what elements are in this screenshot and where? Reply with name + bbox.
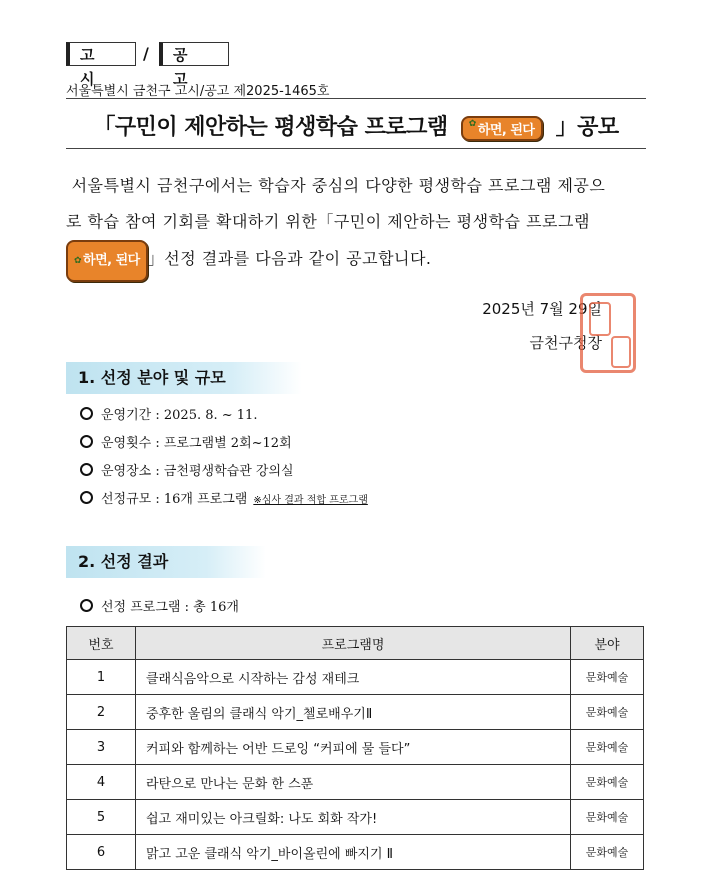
intro-paragraph [66,168,644,282]
top-divider [66,98,646,99]
program-field: 문화예술 [571,800,644,835]
program-name: 쉽고 재미있는 아크릴화: 나도 회화 작가! [136,800,571,835]
section-heading: 2. 선정 결과 [66,546,266,578]
program-field: 문화예술 [571,765,644,800]
program-name: 커피와 함께하는 어반 드로잉 “커피에 물 들다” [136,730,571,765]
column-header-program: 프로그램명 [136,627,571,660]
program-name: 맑고 고운 클래식 악기_바이올린에 빠지기 Ⅱ [136,835,571,870]
list-item: 운영장소 : 금천평생학습관 강의실 [80,458,368,486]
circle-bullet-icon [80,435,93,448]
table-row [67,730,644,765]
section-heading: 1. 선정 분야 및 규모 [66,362,302,394]
circle-bullet-icon [80,407,93,420]
table-header-row [67,627,644,660]
overview-list [80,402,368,514]
intro-line: 로 학습 참여 기회를 확대하기 위한「구민이 제안하는 평생학습 프로그램 [66,212,590,231]
selected-count: 선정 프로그램 : 총 16개 [80,596,239,615]
table-row [67,800,644,835]
table-row [67,695,644,730]
brand-badge [461,116,543,141]
official-seal-stamp [580,293,636,373]
program-name: 중후한 울림의 클래식 악기_첼로배우기Ⅱ [136,695,571,730]
sprout-icon: ✿ [74,256,82,266]
row-number: 5 [67,800,136,835]
title-prefix: 「구민이 제안하는 평생학습 프로그램 [93,115,448,140]
list-item: 운영기간 : 2025. 8. ~ 11. [80,402,368,430]
program-field: 문화예술 [571,660,644,695]
intro-line: 서울특별시 금천구에서는 학습자 중심의 다양한 평생학습 프로그램 제공으 [71,176,606,195]
row-number: 1 [67,660,136,695]
intro-line: ✿ 하면, 된다 」선정 결과를 다음과 같이 공고합니다. [66,240,644,282]
row-number: 6 [67,835,136,870]
brand-badge: ✿ 하면, 된다 [66,240,148,282]
program-field: 문화예술 [571,730,644,765]
circle-bullet-icon [80,491,93,504]
list-item: 선정규모 : 16개 프로그램 ※심사 결과 적합 프로그램 [80,486,368,514]
page-title [66,110,646,141]
title-divider [66,148,646,149]
program-field: 문화예술 [571,695,644,730]
signer-name: 금천구청장 [529,334,602,352]
table-row [67,765,644,800]
table-row [67,835,644,870]
list-item: 운영횟수 : 프로그램별 2회~12회 [80,430,368,458]
notice-tag: 고 시 [66,42,136,66]
footnote: ※심사 결과 적합 프로그램 [253,495,368,506]
results-table [66,626,644,870]
tag-separator: / [143,44,149,63]
notice-number: 서울특별시 금천구 고시/공고 제2025-1465호 [66,84,330,99]
title-suffix: 」공모 [555,115,619,140]
sprout-icon: ✿ [468,118,476,129]
table-row [67,660,644,695]
row-number: 3 [67,730,136,765]
brand-text: 하면, 된다 [477,122,535,138]
announcement-date: 2025년 7월 29일 [482,300,602,318]
column-header-number: 번호 [67,627,136,660]
program-field: 문화예술 [571,835,644,870]
announcement-tag: 공 고 [159,42,229,66]
column-header-field: 분야 [571,627,644,660]
program-name: 클래식음악으로 시작하는 감성 재테크 [136,660,571,695]
row-number: 2 [67,695,136,730]
circle-bullet-icon [80,463,93,476]
row-number: 4 [67,765,136,800]
program-name: 라탄으로 만나는 문화 한 스푼 [136,765,571,800]
circle-bullet-icon [80,599,93,612]
